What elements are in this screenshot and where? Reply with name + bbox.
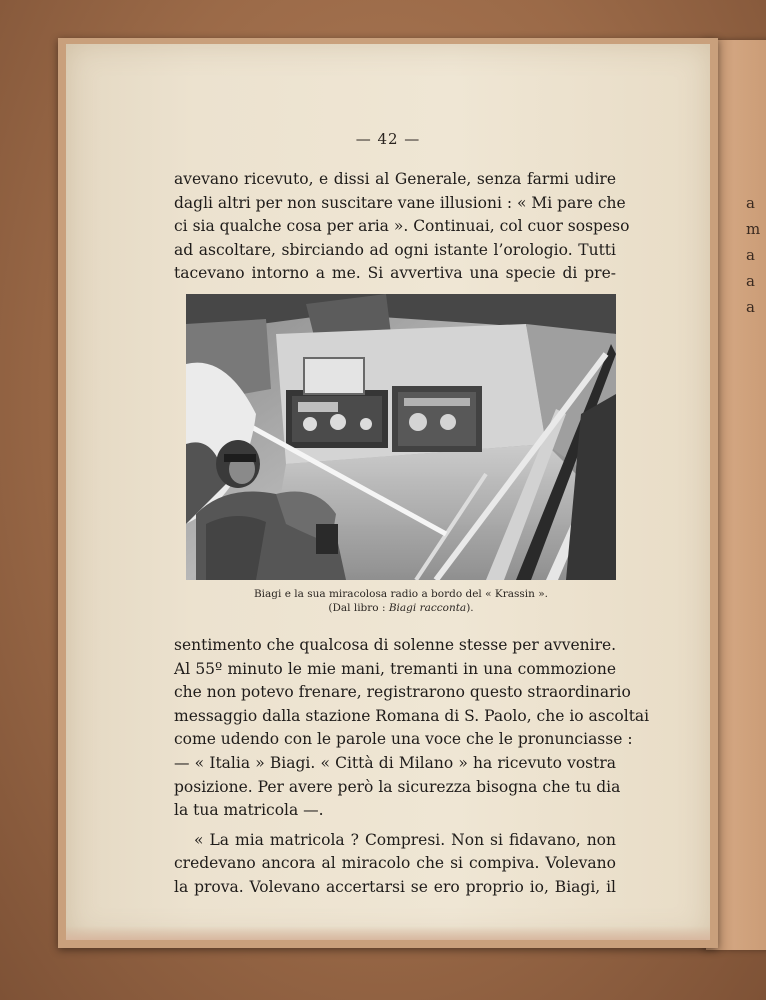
text-line: come udendo con le parole una voce che le pronunciasse : xyxy=(174,730,633,749)
facing-page-text xyxy=(746,190,766,320)
facing-page-char: a xyxy=(746,246,755,264)
text-line: Al 55º minuto le mie mani, tremanti in una commozione xyxy=(174,659,616,678)
text-line: messaggio dalla stazione Romana di S. Paolo, che io ascoltai xyxy=(174,706,650,725)
caption-source-prefix: (Dal libro : xyxy=(328,602,389,614)
text-line: « La mia matricola ? Compresi. Non si fidavano, non xyxy=(194,830,616,849)
caption-source-suffix: ). xyxy=(466,602,474,614)
facing-page-char: a xyxy=(746,298,755,316)
facing-page-char: m xyxy=(746,220,761,238)
facing-page-char: a xyxy=(746,272,755,290)
paragraph-second xyxy=(174,829,616,900)
facing-page-char: a xyxy=(746,194,755,212)
figure-caption-source xyxy=(186,602,616,614)
text-line: la tua matricola —. xyxy=(174,801,324,820)
figure-caption: Biagi e la sua miracolosa radio a bordo del « Krassin ». xyxy=(253,588,549,600)
text-line: — « Italia » Biagi. « Città di Milano » ha ricevuto vostra xyxy=(174,753,616,772)
paragraph-top xyxy=(174,168,630,286)
text-line: che non potevo frenare, registrarono questo straordinario xyxy=(174,683,631,702)
photograph-radio-operator-icon xyxy=(186,294,616,580)
page-number: — 42 — xyxy=(355,130,421,148)
text-line: dagli altri per non suscitare vane illusioni : « Mi pare che xyxy=(174,193,626,212)
text-line: credevano ancora al miracolo che si compiva. Volevano xyxy=(174,854,616,873)
text-line: posizione. Per avere però la sicurezza bisogna che tu dia xyxy=(174,777,621,796)
text-line: la prova. Volevano accertarsi se ero proprio io, Biagi, il xyxy=(174,877,616,896)
text-line: avevano ricevuto, e dissi al Generale, senza farmi udire xyxy=(174,170,616,188)
text-line: ci sia qualche cosa per aria ». Continuai, col cuor sospeso xyxy=(174,217,630,236)
text-line: ad ascoltare, sbirciando ad ogni istante l’orologio. Tutti xyxy=(174,240,616,259)
text-line: sentimento che qualcosa di solenne stesse per avvenire. xyxy=(174,636,617,654)
caption-book-title: Biagi racconta xyxy=(388,602,467,614)
paragraph-bottom xyxy=(174,634,650,900)
text-line: tacevano intorno a me. Si avvertiva una specie di pre- xyxy=(174,264,616,283)
book-page xyxy=(66,44,710,940)
